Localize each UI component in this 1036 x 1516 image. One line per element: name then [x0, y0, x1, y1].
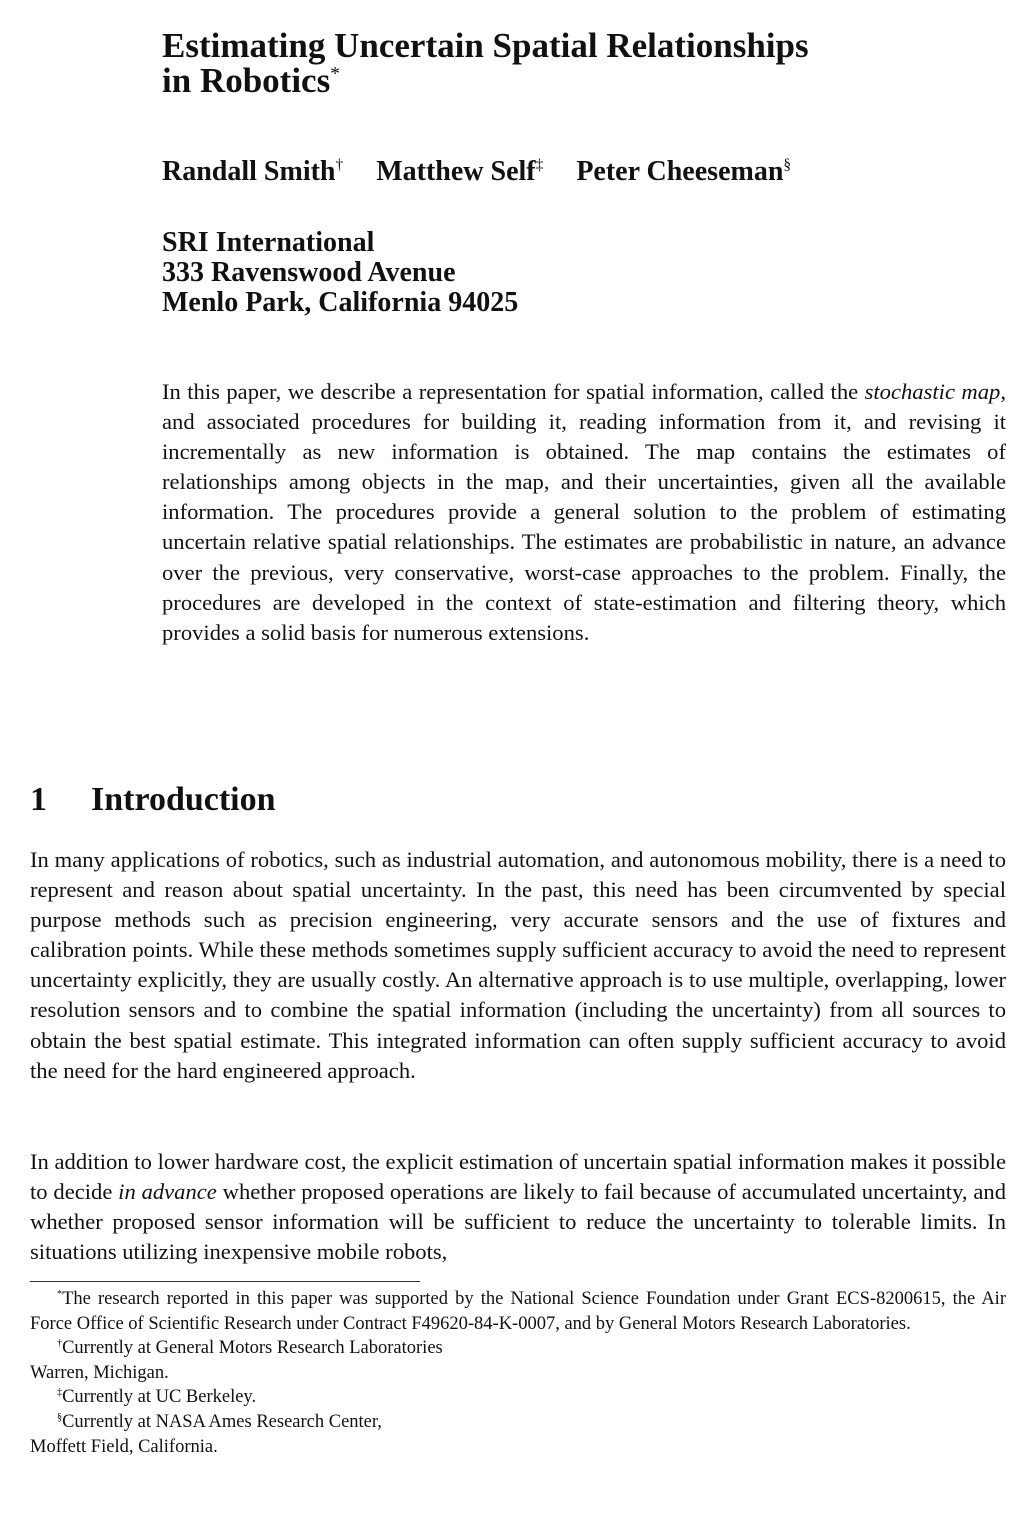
author-footnote-mark: †: [335, 156, 344, 174]
paragraph-2-text-start: In addition to lower hardware cost, the explicit estimation of uncertain spatial information makes it possible to decide: [30, 1149, 1006, 1205]
title-line-1: Estimating Uncertain Spatial Relationships: [162, 26, 809, 65]
footnote-text-continued: Warren, Michigan.: [30, 1362, 169, 1383]
body-paragraph-2: [30, 1147, 1006, 1267]
paper-title: [162, 28, 1002, 98]
footnote-mark: §: [57, 1411, 63, 1423]
footnote-text: Currently at General Motors Research Laboratories: [62, 1338, 443, 1359]
author-footnote-mark: ‡: [535, 156, 544, 174]
footnote-cheeseman: [30, 1410, 1006, 1459]
footnote-funding: [30, 1287, 1006, 1336]
author-name: Randall Smith: [162, 156, 336, 187]
affiliation-line-1: SRI International: [162, 227, 375, 258]
affiliation: [162, 228, 518, 318]
footnote-self: [30, 1385, 1006, 1410]
footnote-text: Currently at NASA Ames Research Center,: [62, 1411, 382, 1432]
title-footnote-mark: *: [330, 63, 340, 85]
affiliation-line-2: 333 Ravenswood Avenue: [162, 257, 456, 288]
body-paragraph-1: In many applications of robotics, such as industrial automation, and autonomous mobility, there is a need to represent and reason about spatial uncertainty. In the past, this need has been circumvented by special purpose methods such as precision engineering, very accurate sensors and the use of fixtures and calibration points. While these methods sometimes supply sufficient accuracy to avoid the need to represent uncertainty explicitly, they are usually costly. An alternative approach is to use multiple, overlapping, lower resolution sensors and to combine the spatial information (including the uncertainty) from all sources to obtain the best spatial estimate. This integrated information can often supply sufficient accuracy to avoid the need for the hard engineered approach.: [30, 847, 1006, 1083]
footnote-text: The research reported in this paper was supported by the National Science Foundation under Grant ECS-8200615, the Air Force Office of Scientific Research under Contract F49620-84-K-0007, and by General Motors Research Laboratories.: [30, 1289, 1006, 1334]
paragraph-2-text-end: whether proposed operations are likely to fail because of accumulated uncertainty, and whether proposed sensor information will be sufficient to reduce the uncertainty to tolerable limits. In situations utilizing inexpensive mobile robots,: [30, 1179, 1006, 1265]
title-line-2: [162, 63, 1002, 98]
author-list: [162, 156, 817, 188]
footnote-smith: [30, 1336, 1006, 1385]
footnotes: [30, 1287, 1006, 1459]
author-name: Matthew Self: [376, 156, 536, 187]
affiliation-line-3: Menlo Park, California 94025: [162, 287, 519, 318]
author-smith: [162, 156, 343, 187]
footnote-mark: ‡: [57, 1387, 63, 1399]
author-cheeseman: [576, 156, 791, 187]
footnote-text: Currently at UC Berkeley.: [62, 1387, 257, 1408]
abstract: [162, 377, 1006, 648]
section-number: 1: [30, 781, 47, 819]
footnote-text-continued: Moffett Field, California.: [30, 1436, 218, 1457]
section-heading-introduction: [30, 780, 276, 820]
footnote-mark: *: [57, 1288, 63, 1300]
author-name: Peter Cheeseman: [576, 156, 784, 187]
abstract-text-end: , and associated procedures for building it, reading information from it, and revising it incrementally as new information is obtained. The map contains the estimates of relationships among objects in the map, and their uncertainties, given all the available information. The procedures provide a general solution to the problem of estimating uncertain relative spatial relationships. The estimates are probabilistic in nature, an advance over the previous, very conservative, worst-case approaches to the problem. Finally, the procedures are developed in the context of state-estimation and filtering theory, which provides a solid basis for numerous extensions.: [162, 379, 1006, 645]
author-footnote-mark: §: [783, 156, 792, 174]
title-line-2-text: in Robotics: [162, 61, 331, 100]
section-title: Introduction: [91, 781, 276, 819]
footnote-divider: [30, 1281, 420, 1282]
abstract-emphasis: stochastic map: [864, 379, 1001, 404]
footnote-mark: †: [57, 1338, 63, 1350]
author-self: [376, 156, 543, 187]
paragraph-2-emphasis: in advance: [118, 1179, 217, 1205]
abstract-text-start: In this paper, we describe a representation for spatial information, called the: [162, 379, 865, 404]
